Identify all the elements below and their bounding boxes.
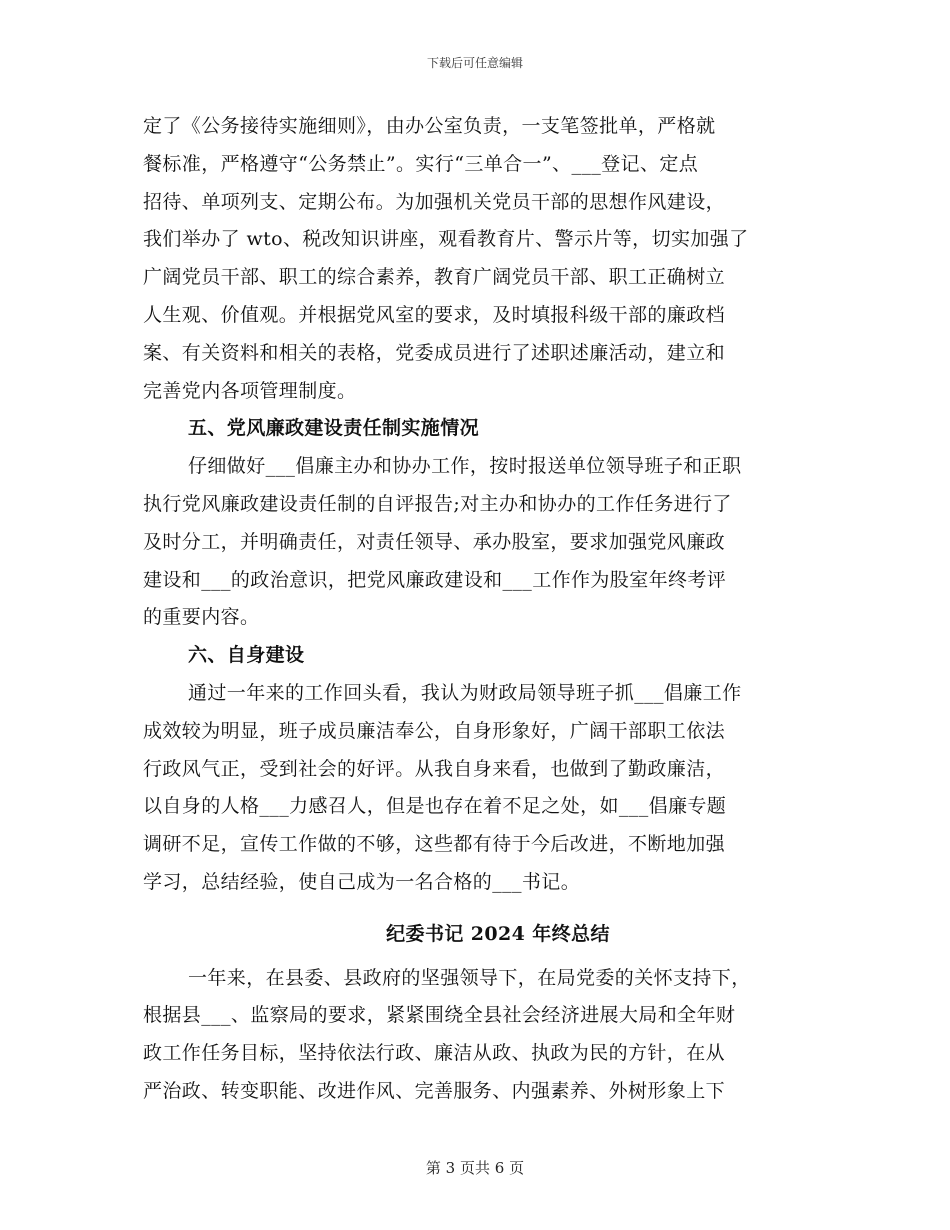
paragraph-annual-summary bbox=[143, 960, 833, 1111]
paragraph-responsibility bbox=[143, 448, 833, 637]
text-line: 完善党内各项管理制度。 bbox=[143, 379, 357, 402]
document-body bbox=[143, 108, 833, 1111]
text-line: 定了《公务接待实施细则》，由办公室负责，一支笔签批单，严格就 bbox=[143, 115, 716, 137]
text-line: 的重要内容。 bbox=[143, 606, 260, 629]
text-line: 及时分工，并明确责任，对责任领导、承办股室，要求加强党风廉政 bbox=[143, 530, 726, 553]
text-line: 餐标准，严格遵守“公务禁止”。实行“三单合一”、___登记、定点 bbox=[143, 152, 699, 175]
section-heading-6: 六、自身建设 bbox=[188, 644, 305, 667]
paragraph-receptions bbox=[143, 108, 833, 410]
text-line: 调研不足，宣传工作做的不够，这些都有待于今后改进，不断地加强 bbox=[143, 833, 726, 856]
text-line: 仔细做好___倡廉主办和协办工作，按时报送单位领导班子和正职 bbox=[188, 455, 742, 478]
text-line: 行政风气正，受到社会的好评。从我自身来看，也做到了勤政廉洁， bbox=[143, 757, 726, 780]
page-footer: 第 3 页共 6 页 bbox=[425, 1159, 525, 1177]
text-line: 根据县___、监察局的要求，紧紧围绕全县社会经济进展大局和全年财 bbox=[143, 1004, 736, 1027]
text-line: 成效较为明显，班子成员廉洁奉公，自身形象好，广阔干部职工依法 bbox=[143, 719, 726, 742]
text-line: 严治政、转变职能、改进作风、完善服务、内强素养、外树形象上下 bbox=[143, 1079, 726, 1102]
text-line: 招待、单项列支、定期公布。为加强机关党员干部的思想作风建设， bbox=[143, 190, 726, 213]
text-line: 通过一年来的工作回头看，我认为财政局领导班子抓___倡廉工作 bbox=[188, 681, 742, 704]
text-line: 案、有关资料和相关的表格，党委成员进行了述职述廉活动，建立和 bbox=[143, 341, 726, 364]
text-line: 以自身的人格___力感召人，但是也存在着不足之处，如___倡廉专题 bbox=[143, 795, 727, 818]
page-header: 下载后可任意编辑 bbox=[426, 56, 523, 70]
text-line: 建设和___的政治意识，把党风廉政建设和___工作作为股室年终考评 bbox=[143, 568, 727, 591]
text-line: 政工作任务目标，坚持依法行政、廉洁从政、执政为民的方针，在从 bbox=[143, 1042, 726, 1065]
paragraph-self-building bbox=[143, 675, 833, 902]
text-line: 学习，总结经验，使自己成为一名合格的___书记。 bbox=[143, 870, 581, 893]
text-line: 人生观、价值观。并根据党风室的要求，及时填报科级干部的廉政档 bbox=[143, 303, 726, 326]
text-line: 一年来，在县委、县政府的坚强领导下，在局党委的关怀支持下， bbox=[188, 966, 751, 989]
text-line: 广阔党员干部、职工的综合素养，教育广阔党员干部、职工正确树立 bbox=[143, 266, 726, 289]
text-line: 执行党风廉政建设责任制的自评报告;对主办和协办的工作任务进行了 bbox=[143, 492, 732, 515]
text-line: 我们举办了 wto、税改知识讲座，观看教育片、警示片等，切实加强了 bbox=[143, 228, 749, 251]
section-heading-5: 五、党风廉政建设责任制实施情况 bbox=[188, 417, 480, 440]
document-title: 纪委书记 2024 年终总结 bbox=[386, 922, 610, 945]
